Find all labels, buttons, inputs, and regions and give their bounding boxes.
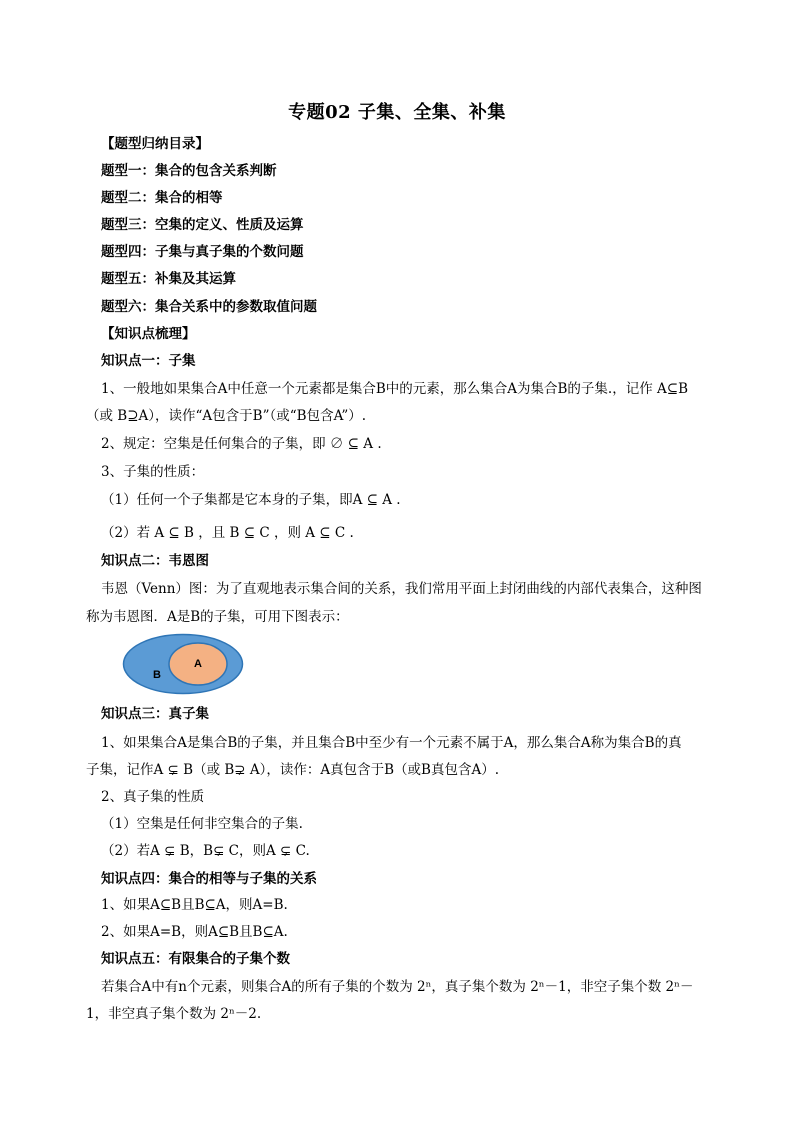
k3-line1: 1、如果集合A是集合B的子集，并且集合B中至少有一个元素不属于A，那么集合A称为集合B的真 (101, 735, 682, 751)
page-title: 专题02 子集、全集、补集 (288, 102, 506, 123)
k2-title: 知识点二：韦恩图 (101, 553, 209, 569)
k2-line2: 称为韦恩图．A是B的子集，可用下图表示： (86, 609, 349, 625)
catalog-item-5: 题型五：补集及其运算 (101, 271, 236, 287)
venn-label-a: A (194, 658, 202, 670)
k2-line1: 韦恩（Venn）图：为了直观地表示集合间的关系，我们常用平面上封闭曲线的内部代表集合，这种图 (101, 581, 702, 597)
k1-para1-line1: 1、一般地如果集合A中任意一个元素都是集合B中的元素，那么集合A为集合B的子集.，记作 A⊆B (101, 381, 688, 397)
k1-para2: 2、规定：空集是任何集合的子集，即 ∅ ⊆ A . (101, 436, 382, 452)
k4-para2: 2、如果A=B，则A⊆B且B⊆A. (101, 924, 288, 940)
k1-para1-line2: （或 B⊇A），读作“A包含于B”（或“B包含A”）. (86, 408, 367, 424)
knowledge-heading: 【知识点梳理】 (101, 326, 196, 342)
k1-title: 知识点一：子集 (101, 353, 196, 369)
catalog-item-2: 题型二：集合的相等 (101, 190, 223, 206)
venn-diagram (122, 633, 244, 695)
k3-para2a: （1）空集是任何非空集合的子集. (101, 816, 303, 832)
catalog-item-1: 题型一：集合的包含关系判断 (101, 163, 277, 179)
k3-para2b: （2）若A ⊊ B，B⊊ C，则A ⊊ C. (101, 843, 310, 859)
k4-para1: 1、如果A⊆B且B⊆A，则A=B. (101, 897, 288, 913)
catalog-item-4: 题型四：子集与真子集的个数问题 (101, 244, 304, 260)
venn-label-b: B (153, 669, 161, 681)
k1-para3: 3、子集的性质： (101, 464, 205, 480)
k5-title: 知识点五：有限集合的子集个数 (101, 951, 290, 967)
k1-para3a: （1）任何一个子集都是它本身的子集，即A ⊆ A . (101, 492, 401, 508)
k4-title: 知识点四：集合的相等与子集的关系 (101, 871, 317, 887)
catalog-item-6: 题型六：集合关系中的参数取值问题 (101, 299, 317, 315)
k5-line1: 若集合A中有n个元素，则集合A的所有子集的个数为 2ⁿ，真子集个数为 2ⁿ－1，非空子集个数 2ⁿ－ (101, 979, 694, 995)
k5-line2: 1，非空真子集个数为 2ⁿ－2. (86, 1006, 262, 1022)
catalog-item-3: 题型三：空集的定义、性质及运算 (101, 217, 304, 233)
catalog-heading: 【题型归纳目录】 (101, 136, 209, 152)
k3-para2: 2、真子集的性质 (101, 789, 205, 805)
k3-line2: 子集，记作A ⊊ B（或 B⊋ A），读作：A真包含于B（或B真包含A）. (86, 762, 500, 778)
k3-title: 知识点三：真子集 (101, 706, 209, 722)
k1-para3b: （2）若 A ⊆ B ，且 B ⊆ C ，则 A ⊆ C . (101, 525, 354, 541)
